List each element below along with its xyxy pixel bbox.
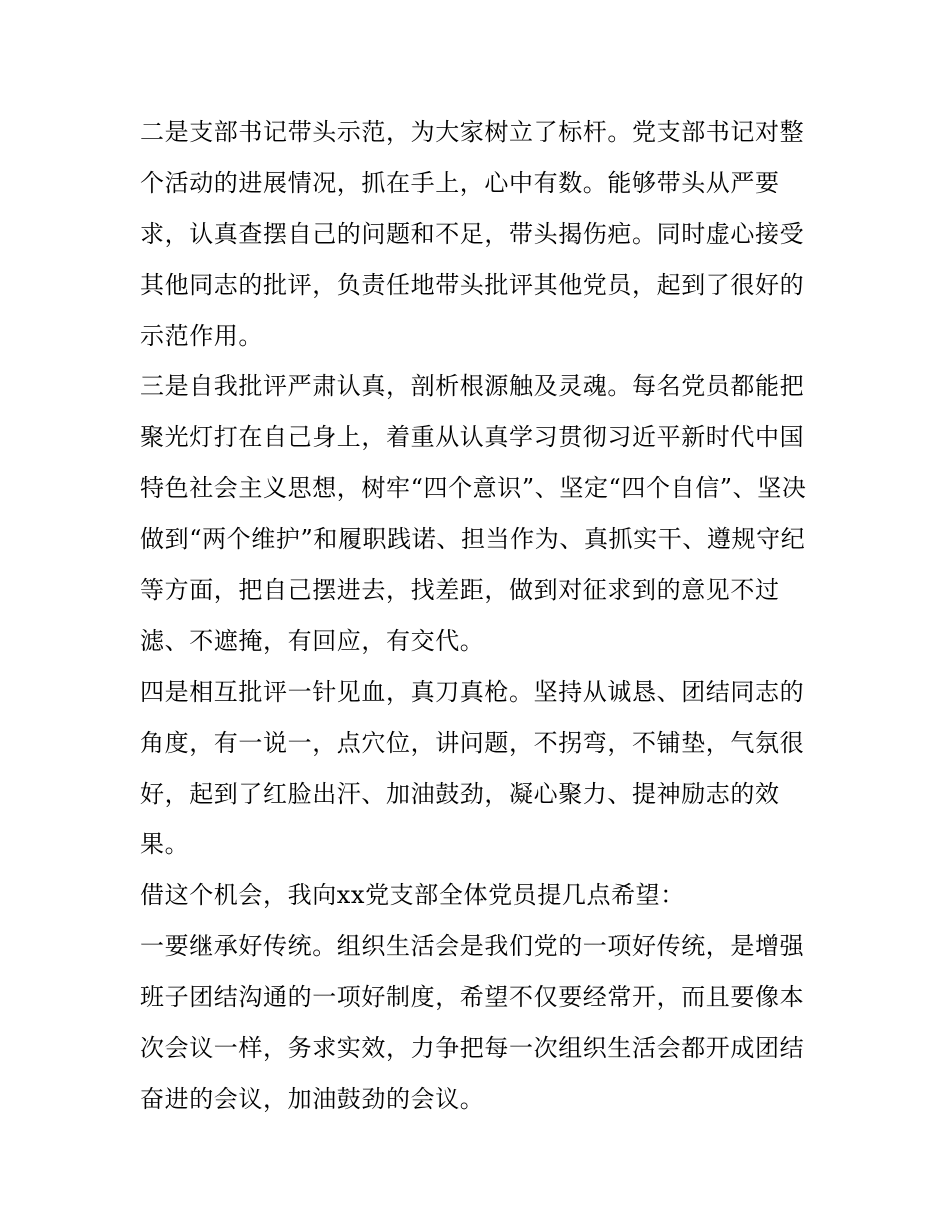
text-line: 角度，有一说一，点穴位，讲问题，不拐弯，不铺垫，气氛很 bbox=[140, 728, 805, 757]
text-line: 聚光灯打在自己身上，着重从认真学习贯彻习近平新时代中国 bbox=[140, 423, 805, 452]
text-line: 三是自我批评严肃认真，剖析根源触及灵魂。每名党员都能把 bbox=[140, 372, 805, 401]
text-line: 四是相互批评一针见血，真刀真枪。坚持从诚恳、团结同志的 bbox=[140, 677, 805, 706]
text-line: 果。 bbox=[140, 830, 190, 859]
text-line: 个活动的进展情况，抓在手上，心中有数。能够带头从严要 bbox=[140, 168, 780, 197]
text-line: 求，认真查摆自己的问题和不足，带头揭伤疤。同时虚心接受 bbox=[140, 219, 805, 248]
text-line: 奋进的会议，加油鼓劲的会议。 bbox=[140, 1084, 485, 1113]
text-line: 好，起到了红脸出汗、加油鼓劲，凝心聚力、提神励志的效 bbox=[140, 779, 780, 808]
body-text bbox=[140, 107, 820, 1125]
text-line: 特色社会主义思想，树牢“四个意识”、坚定“四个自信”、坚决 bbox=[140, 474, 807, 503]
text-line: 一要继承好传统。组织生活会是我们党的一项好传统，是增强 bbox=[140, 932, 805, 961]
text-line: 其他同志的批评，负责任地带头批评其他党员，起到了很好的 bbox=[140, 270, 805, 299]
text-line: 等方面，把自己摆进去，找差距，做到对征求到的意见不过 bbox=[140, 576, 780, 605]
text-line: 班子团结沟通的一项好制度，希望不仅要经常开，而且要像本 bbox=[140, 983, 805, 1012]
text-line: 二是支部书记带头示范，为大家树立了标杆。党支部书记对整 bbox=[140, 118, 805, 146]
text-line: 借这个机会，我向xx党支部全体党员提几点希望： bbox=[140, 881, 685, 910]
text-line: 做到“两个维护”和履职践诺、担当作为、真抓实干、遵规守纪 bbox=[140, 525, 806, 554]
text-line: 次会议一样，务求实效，力争把每一次组织生活会都开成团结 bbox=[140, 1034, 805, 1063]
text-line: 滤、不遮掩，有回应，有交代。 bbox=[140, 626, 485, 655]
text-line: 示范作用。 bbox=[140, 321, 263, 350]
